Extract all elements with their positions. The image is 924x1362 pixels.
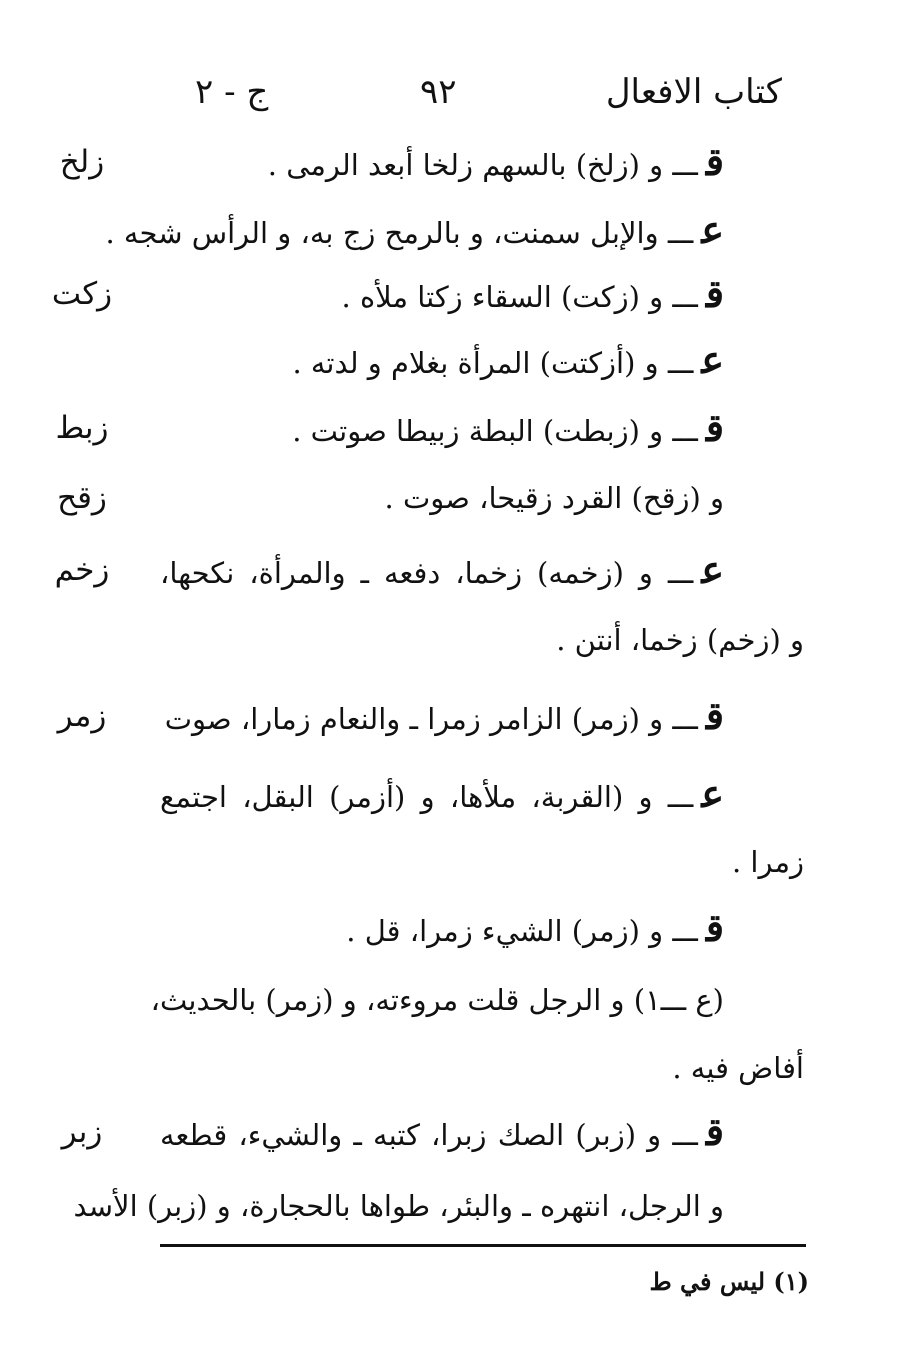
margin-key-zabat: زبط: [55, 410, 109, 446]
line-text: (ع ـــ١) و الرجل قلت مروءته، و (زمر) بالحديث،: [150, 983, 724, 1017]
text-line: [385, 472, 724, 524]
margin-key-zabar: زبر: [61, 1114, 103, 1150]
line-text: و الرجل، انتهره ـ والبئر، طواها بالحجارة، و (زبر) الأسد: [73, 1189, 724, 1223]
line-text: ـــ و (زلخ) بالسهم زلخا أبعد الرمى .: [267, 148, 698, 182]
text-line: [106, 204, 725, 256]
margin-key-zakham: زخم: [54, 552, 110, 588]
margin-key-zalakh: زلخ: [59, 144, 105, 180]
text-line: [160, 768, 724, 820]
line-text: ـــ و (زمر) الشيء زمرا، قل .: [346, 914, 698, 948]
footnote-divider: [160, 1244, 806, 1247]
text-line: [732, 836, 804, 888]
text-line: [150, 974, 724, 1026]
line-text: ـــ و (زكت) السقاء زكتا ملأه .: [341, 280, 698, 314]
source-marker: ع: [701, 337, 724, 382]
text-line: [160, 544, 724, 596]
source-marker: ق: [705, 139, 724, 184]
page-number: ٩٢: [420, 72, 457, 112]
text-line: [556, 614, 804, 666]
line-text: ـــ و (القربة، ملأها، و (أزمر) البقل، اجتمع: [160, 780, 694, 814]
text-line: [346, 902, 724, 954]
text-line: [268, 136, 724, 188]
line-text: زمرا .: [731, 845, 804, 879]
page-header-title: كتاب الافعال: [605, 72, 782, 112]
source-marker: ق: [705, 271, 724, 316]
margin-key-zamar: زمر: [57, 698, 107, 734]
source-marker: ق: [705, 693, 724, 738]
text-line: [292, 334, 724, 386]
text-line: [165, 690, 724, 742]
source-marker: ق: [705, 1109, 724, 1154]
line-text: ـــ و (زبطت) البطة زبيطا صوتت .: [292, 414, 698, 448]
margin-key-zakat: زكت: [51, 276, 113, 312]
line-text: ـــ و (زمر) الزامر زمرا ـ والنعام زمارا، صوت: [164, 702, 698, 736]
line-text: و (زخم) زخما، أنتن .: [556, 623, 804, 657]
source-marker: ق: [705, 905, 724, 950]
line-text: ـــ والإبل سمنت، و بالرمح زج به، و الرأس شجه .: [105, 216, 694, 250]
line-text: ـــ و (زخمه) زخما، دفعه ـ والمرأة، نكحها،: [160, 556, 694, 590]
source-marker: ع: [701, 771, 724, 816]
line-text: ـــ و (أزكتت) المرأة بغلام و لدته .: [292, 346, 694, 380]
source-marker: ع: [701, 207, 724, 252]
footnote: (١) ليس في ط: [649, 1267, 809, 1296]
text-line: [342, 268, 724, 320]
source-marker: ع: [701, 547, 724, 592]
text-line: [672, 1042, 804, 1094]
volume-label: ج - ٢: [195, 72, 269, 112]
source-marker: ق: [705, 405, 724, 450]
text-line: [160, 1106, 724, 1158]
line-text: ـــ و (زبر) الصك زبرا، كتبه ـ والشيء، قطعه: [160, 1118, 698, 1152]
margin-key-zaqah: زقح: [57, 480, 107, 516]
line-text: أفاض فيه .: [672, 1051, 804, 1085]
text-line: [73, 1180, 724, 1232]
text-line: [292, 402, 724, 454]
line-text: و (زقح) القرد زقيحا، صوت .: [384, 481, 724, 515]
